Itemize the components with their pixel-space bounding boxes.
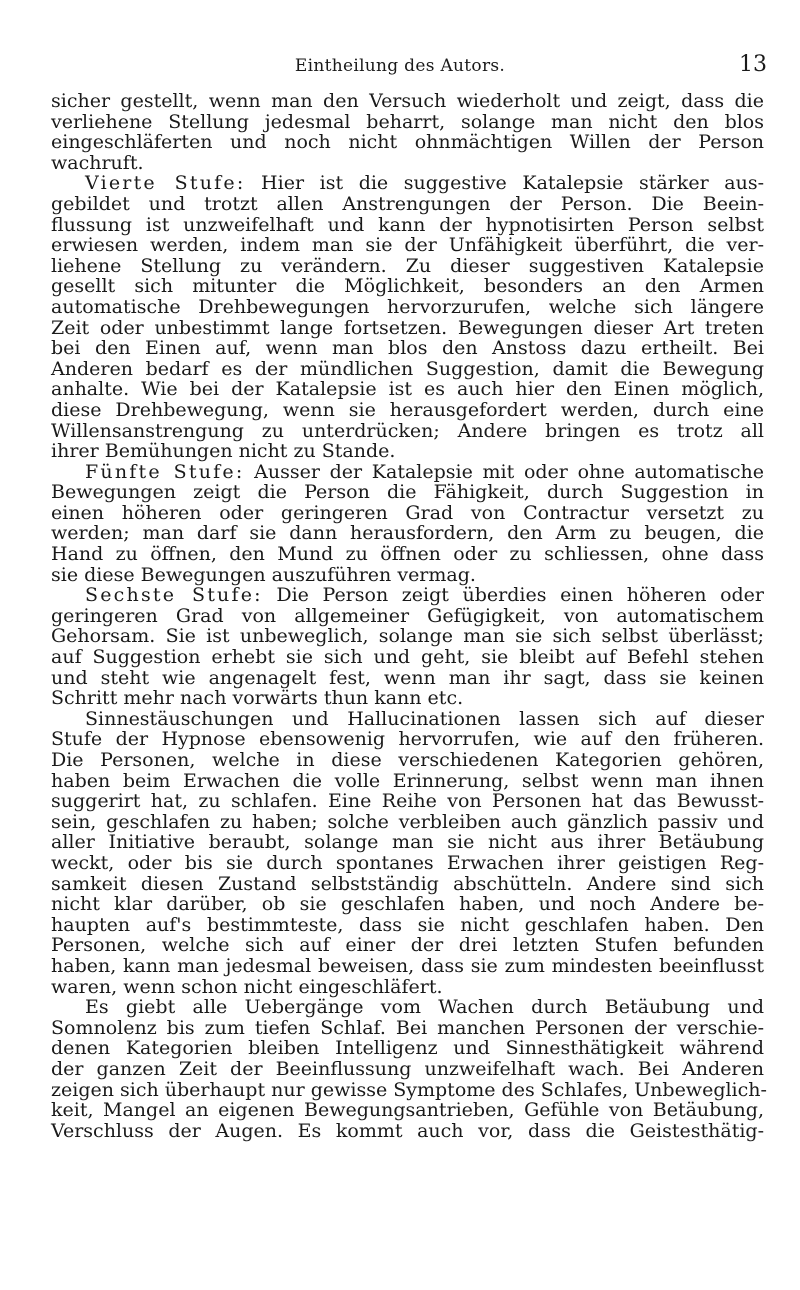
text-line — [51, 132, 764, 153]
line-text: Bewegungen zeigt die Person die Fähigkeit, durch Suggestion in — [51, 481, 764, 504]
line-text: verliehene Stellung jedesmal beharrt, solange man nicht den blos — [51, 110, 764, 133]
running-head — [0, 52, 800, 78]
line-text: keit, Mangel an eigenen Bewegungsantrieben, Gefühle von Betäubung, — [51, 1099, 764, 1122]
line-text: Schritt mehr nach vorwärts thun kann etc. — [51, 687, 464, 710]
text-line — [51, 1078, 767, 1101]
line-text: nicht klar darüber, ob sie geschlafen haben, und noch Andere be- — [51, 893, 764, 916]
text-line — [51, 585, 764, 606]
section-heading: Sechste Stufe: — [85, 584, 263, 607]
section-heading: Fünfte Stufe: — [85, 460, 245, 483]
text-line — [51, 812, 764, 833]
line-text: sie diese Bewegungen auszuführen vermag. — [51, 563, 476, 586]
line-text: erwiesen werden, indem man sie der Unfähigkeit überführt, die ver- — [51, 234, 764, 257]
text-line — [51, 894, 764, 915]
line-text: Anderen bedarf es der mündlichen Suggestion, damit die Bewegung — [51, 357, 764, 380]
text-line — [51, 853, 764, 874]
line-text: Zeit oder unbestimmt lange fortsetzen. Bewegungen dieser Art treten — [51, 316, 764, 339]
line-text: haupten auf's bestimmteste, dass sie nicht geschlafen haben. Den — [51, 913, 764, 936]
line-text: Gehorsam. Sie ist unbeweglich, solange man sie sich selbst überlässt; — [51, 625, 764, 648]
text-line — [51, 1059, 764, 1080]
text-line — [51, 750, 764, 771]
line-text: zeigen sich überhaupt nur gewisse Symptome des Schlafes, Unbeweglich- — [51, 1078, 767, 1101]
text-line — [51, 977, 764, 998]
text-line — [51, 400, 764, 421]
line-text: denen Kategorien bleiben Intelligenz und Sinnesthätigkeit während — [51, 1037, 764, 1060]
line-text: geringeren Grad von allgemeiner Gefügigkeit, von automatischem — [51, 604, 764, 627]
line-text: gesellt sich mitunter die Möglichkeit, besonders an den Armen — [51, 275, 764, 298]
line-text: Es giebt alle Uebergänge vom Wachen durch Betäubung und — [85, 996, 764, 1019]
text-line — [51, 359, 764, 380]
text-line — [51, 91, 764, 112]
page-number: 13 — [739, 52, 767, 77]
text-line — [51, 874, 764, 895]
line-text: Die Person zeigt überdies einen höheren oder — [262, 584, 764, 607]
text-line — [51, 771, 764, 792]
line-text: anhalte. Wie bei der Katalepsie ist es auch hier den Einen möglich, — [51, 378, 764, 401]
text-line — [51, 606, 764, 627]
text-line — [51, 441, 764, 462]
text-line — [51, 194, 764, 215]
line-text: bei den Einen auf, wenn man blos den Anstoss dazu ertheilt. Bei — [51, 337, 764, 360]
line-text: liehene Stellung zu verändern. Zu dieser suggestiven Katalepsie — [51, 254, 764, 277]
line-text: der ganzen Zeit der Beeinflussung unzweifelhaft wach. Bei Anderen — [51, 1057, 764, 1080]
line-text: wachruft. — [51, 151, 144, 174]
text-line — [51, 503, 764, 524]
line-text: werden; man darf sie dann herausfordern, den Arm zu beugen, die — [51, 522, 764, 545]
line-text: Stufe der Hypnose ebensowenig hervorrufen, wie auf den früheren. — [51, 728, 764, 751]
text-line — [51, 523, 764, 544]
line-text: waren, wenn schon nicht eingeschläfert. — [51, 975, 443, 998]
text-line — [51, 215, 764, 236]
line-text: ihrer Bemühungen nicht zu Stande. — [51, 440, 396, 463]
line-text: sein, geschlafen zu haben; solche verbleiben auch gänzlich passiv und — [51, 810, 764, 833]
line-text: samkeit diesen Zustand selbstständig abschütteln. Andere sind sich — [51, 872, 764, 895]
line-text: Hier ist die suggestive Katalepsie stärker aus- — [245, 172, 764, 195]
text-line — [51, 709, 764, 730]
text-line — [51, 256, 764, 277]
line-text: gebildet und trotzt allen Anstrengungen der Person. Die Beein- — [51, 192, 764, 215]
line-text: Willensanstrengung zu unterdrücken; Andere bringen es trotz all — [51, 419, 764, 442]
line-text: Verschluss der Augen. Es kommt auch vor, dass die Geistesthätig- — [51, 1119, 764, 1142]
text-line — [51, 935, 764, 956]
line-text: automatische Drehbewegungen hervorzurufen, welche sich längere — [51, 295, 764, 318]
line-text: Sinnestäuschungen und Hallucinationen lassen sich auf dieser — [85, 707, 764, 730]
section-heading: Vierte Stufe: — [85, 172, 246, 195]
text-line — [51, 626, 764, 647]
text-line — [51, 235, 764, 256]
text-line — [51, 544, 764, 565]
text-line — [51, 276, 764, 297]
text-line — [51, 462, 764, 483]
line-text: und steht wie angenagelt fest, wenn man ihr sagt, dass sie keinen — [51, 666, 764, 689]
text-line — [51, 565, 764, 586]
line-text: Die Personen, welche in diese verschiedenen Kategorien gehören, — [51, 749, 764, 771]
text-line — [51, 688, 764, 709]
line-text: haben beim Erwachen die volle Erinnerung, selbst wenn man ihnen — [51, 769, 764, 792]
running-title: Eintheilung des Autors. — [294, 56, 506, 76]
text-line — [51, 338, 764, 359]
line-text: suggerirt hat, zu schlafen. Eine Reihe von Personen hat das Bewusst- — [51, 790, 764, 813]
line-text: Hand zu öffnen, den Mund zu öffnen oder zu schliessen, ohne dass — [51, 543, 764, 566]
line-text: Somnolenz bis zum tiefen Schlaf. Bei manchen Personen der verschie- — [51, 1016, 764, 1039]
line-text: einen höheren oder geringeren Grad von Contractur versetzt zu — [51, 501, 764, 524]
text-line — [51, 956, 764, 977]
text-line — [51, 1121, 764, 1142]
line-text: Personen, welche sich auf einer der drei letzten Stufen befunden — [51, 934, 764, 957]
body-text — [51, 90, 767, 1142]
line-text: flussung ist unzweifelhaft und kann der hypnotisirten Person selbst — [51, 213, 764, 236]
text-line — [51, 1100, 764, 1121]
line-text: haben, kann man jedesmal beweisen, dass sie zum mindesten beeinflusst — [51, 954, 764, 977]
line-text: eingeschläferten und noch nicht ohnmächtigen Willen der Person — [51, 131, 764, 154]
text-line — [51, 791, 764, 812]
line-text: sicher gestellt, wenn man den Versuch wiederholt und zeigt, dass die — [51, 90, 764, 112]
line-text: weckt, oder bis sie durch spontanes Erwachen ihrer geistigen Reg- — [51, 851, 764, 874]
text-line — [51, 112, 764, 133]
text-line — [51, 668, 764, 689]
text-line — [51, 1018, 764, 1039]
text-line — [51, 1038, 764, 1059]
line-text: auf Suggestion erhebt sie sich und geht, sie bleibt auf Befehl stehen — [51, 646, 764, 669]
text-line — [51, 997, 764, 1018]
text-line — [51, 153, 764, 174]
text-line — [51, 379, 764, 400]
text-line — [51, 915, 764, 936]
text-line — [51, 318, 764, 339]
text-line — [51, 482, 764, 503]
text-line — [51, 729, 764, 750]
line-text: aller Initiative beraubt, solange man sie nicht aus ihrer Betäubung — [51, 831, 764, 854]
text-line — [51, 647, 764, 668]
line-text: Ausser der Katalepsie mit oder ohne automatische — [244, 460, 764, 483]
text-line — [51, 297, 764, 318]
text-line — [51, 832, 764, 853]
text-line — [51, 421, 764, 442]
line-text: diese Drehbewegung, wenn sie herausgefordert werden, durch eine — [51, 398, 764, 421]
text-line — [51, 173, 764, 194]
